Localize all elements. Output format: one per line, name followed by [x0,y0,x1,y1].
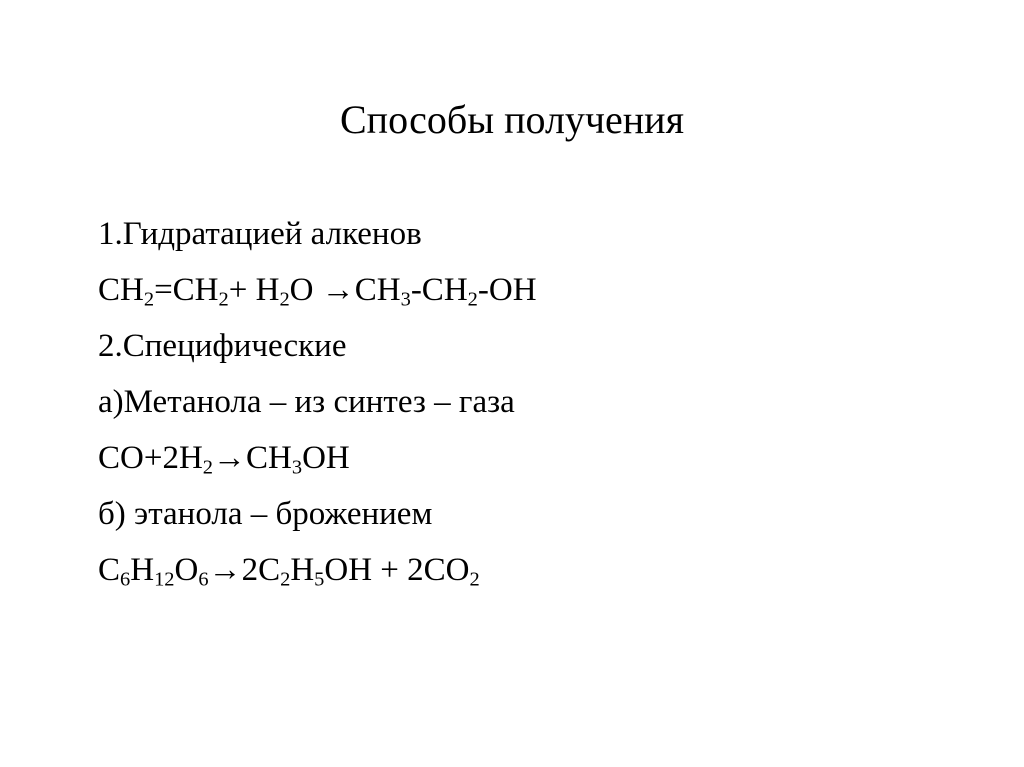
text-segment: б) этанола – брожением [98,496,433,532]
subscript: 2 [143,288,155,311]
slide-title: Способы получения [340,97,684,142]
subscript: 6 [198,568,209,591]
text-segment: H [130,552,155,588]
text-segment: O [174,552,199,588]
text-segment: -OH [477,272,537,308]
text-segment: CH [98,272,144,308]
subscript: 12 [154,568,175,591]
method-2b-heading [98,486,958,542]
subscript: 2 [218,288,229,311]
text-segment: =CH [154,272,219,308]
text-segment: O →CH [289,272,401,308]
method-1-heading [98,206,958,262]
text-segment: H [290,552,315,588]
subscript: 6 [120,568,131,591]
text-segment: OH + 2CO [324,552,470,588]
equation-methanol [98,430,958,486]
text-segment: -CH [410,272,468,308]
text-segment: 2.Специфические [98,328,347,364]
text-segment: →2C [208,552,281,588]
text-segment: OH [302,440,350,476]
text-segment: C [98,552,121,588]
subscript: 3 [400,288,411,311]
text-segment: 1.Гидратацией алкенов [98,216,422,252]
subscript: 2 [280,568,291,591]
text-segment: а)Метанола – из синтез – газа [98,384,515,420]
method-2-heading [98,318,958,374]
method-2a-heading [98,374,958,430]
text-segment: + H [228,272,280,308]
subscript: 2 [202,456,214,479]
slide-body [98,206,958,598]
subscript: 3 [291,456,303,479]
subscript: 2 [279,288,290,311]
equation-hydration [98,262,958,318]
subscript: 2 [469,568,480,591]
subscript: 2 [467,288,478,311]
text-segment: →CH [213,440,292,476]
text-segment: CO+2H [98,440,203,476]
subscript: 5 [314,568,325,591]
equation-fermentation [98,542,958,598]
